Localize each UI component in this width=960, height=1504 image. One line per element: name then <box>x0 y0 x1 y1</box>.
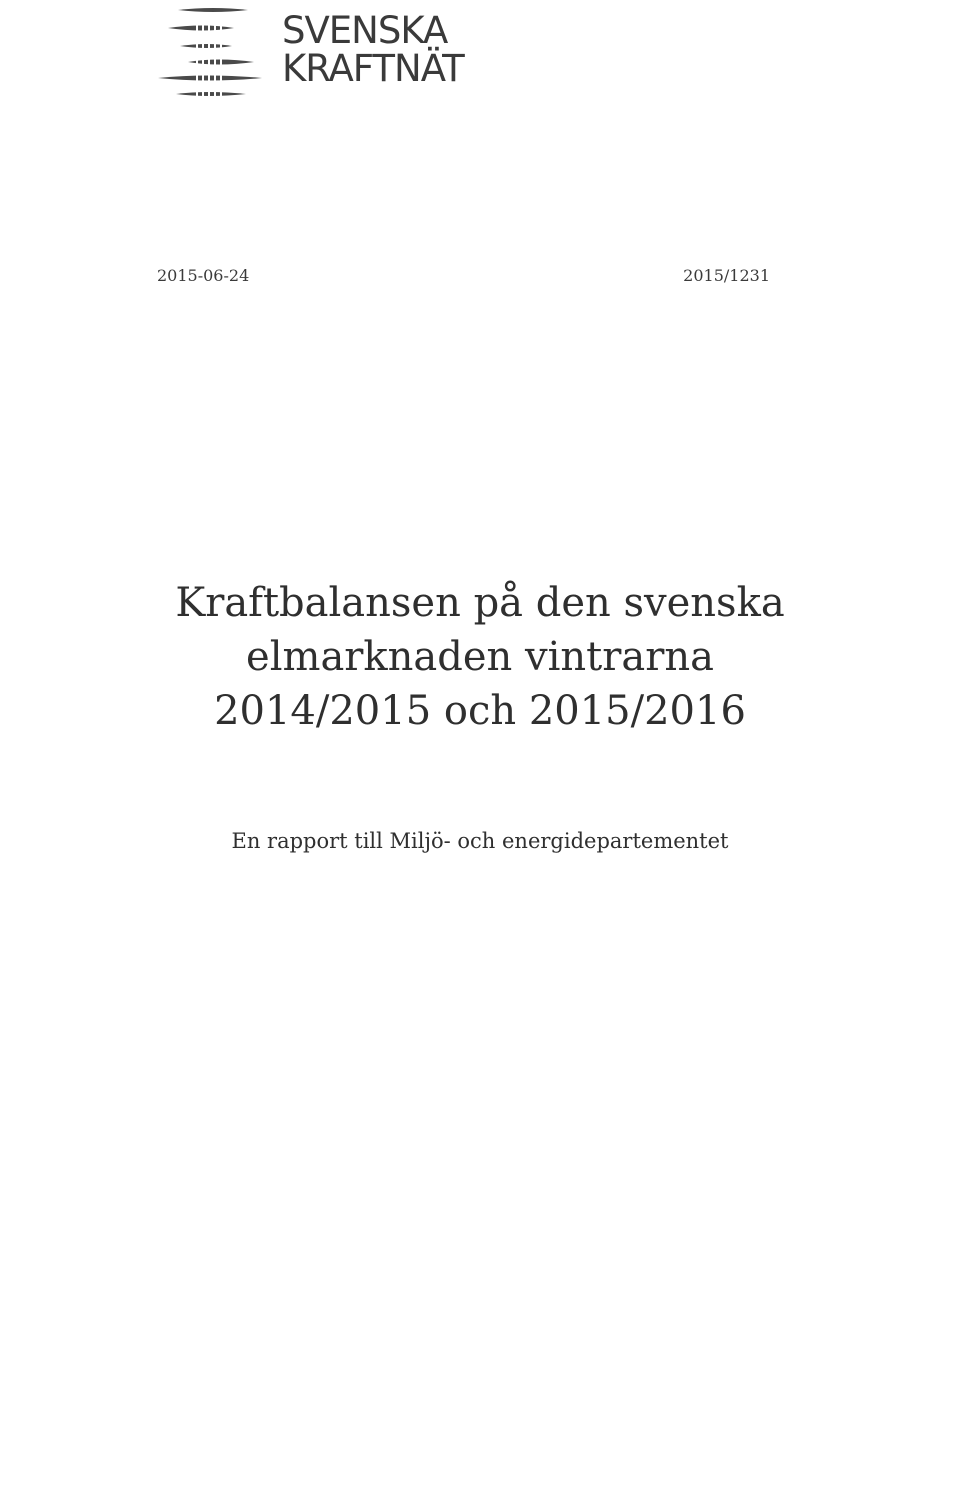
title-line-1: Kraftbalansen på den svenska <box>175 580 785 626</box>
title-line-2: elmarknaden vintrarna <box>246 634 714 680</box>
title-line-3: 2014/2015 och 2015/2016 <box>214 688 746 734</box>
document-date: 2015-06-24 <box>157 266 250 285</box>
logo-line-2: KRAFTNÄT <box>282 47 464 90</box>
document-subtitle: En rapport till Miljö- och energidepartementet <box>231 829 729 853</box>
document-title <box>60 576 900 738</box>
logo-line-1: SVENSKA <box>282 9 448 52</box>
logo-wordmark <box>282 9 464 90</box>
document-reference: 2015/1231 <box>683 266 770 285</box>
power-lines-mark-icon <box>158 4 278 100</box>
company-logo <box>158 4 468 100</box>
